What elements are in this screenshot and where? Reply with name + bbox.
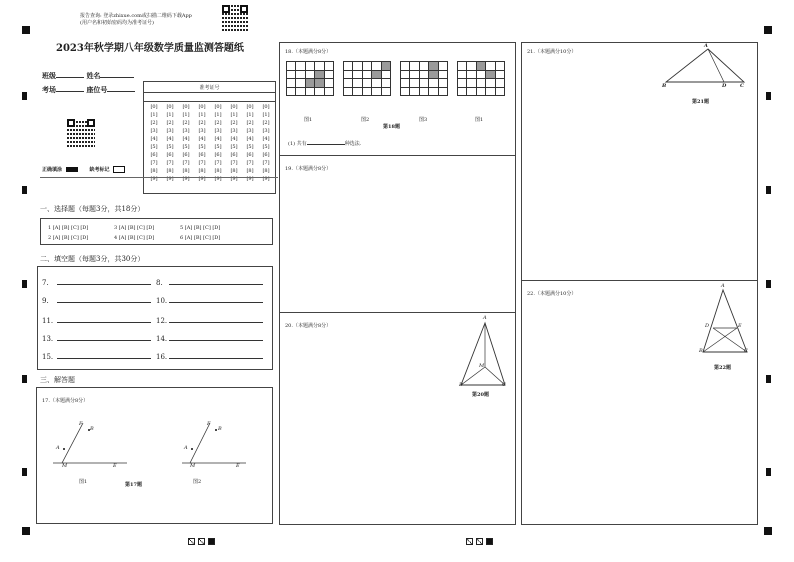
choice-q3[interactable]: 3 [A] [B] [C] [D] (114, 225, 155, 231)
exam-id-column[interactable] (180, 103, 192, 183)
q18-grid-3 (400, 61, 448, 96)
exam-id-bubble[interactable]: [5] (230, 144, 238, 150)
exam-id-bubble[interactable]: [2] (166, 120, 174, 126)
exam-id-column[interactable] (244, 103, 256, 183)
exam-id-bubble[interactable]: [5] (198, 144, 206, 150)
exam-id-bubble[interactable]: [3] (198, 128, 206, 134)
exam-id-column[interactable] (196, 103, 208, 183)
exam-id-bubble[interactable]: [0] (182, 104, 190, 110)
class-label: 班级 (42, 71, 56, 80)
exam-id-bubble[interactable]: [6] (198, 152, 206, 158)
room-field[interactable] (42, 85, 135, 95)
side-mark (766, 468, 771, 476)
exam-id-bubble[interactable]: [5] (214, 144, 222, 150)
exam-id-bubble[interactable]: [7] (262, 160, 270, 166)
exam-id-bubble[interactable]: [8] (230, 168, 238, 174)
exam-id-bubble[interactable]: [4] (214, 136, 222, 142)
exam-id-bubble[interactable]: [7] (198, 160, 206, 166)
exam-id-bubble[interactable]: [4] (246, 136, 254, 142)
exam-id-bubble[interactable]: [6] (230, 152, 238, 158)
exam-id-bubble[interactable]: [6] (214, 152, 222, 158)
class-field[interactable] (42, 71, 134, 81)
absent-mark-box[interactable] (113, 166, 125, 173)
q18-answer-box[interactable] (279, 42, 516, 156)
q17-caption: 第17题 (125, 482, 142, 488)
exam-id-bubble[interactable]: [7] (246, 160, 254, 166)
q22-label-E: E (738, 323, 742, 329)
side-mark (766, 92, 771, 100)
q22-label-D: D (705, 323, 710, 329)
q18-fig1-label: 图1 (304, 117, 313, 123)
exam-id-column[interactable] (228, 103, 240, 183)
exam-id-bubble[interactable]: [6] (262, 152, 270, 158)
choice-q1[interactable]: 1 [A] [B] [C] [D] (48, 225, 89, 231)
q20-label-A: A (483, 315, 487, 321)
side-mark (22, 92, 27, 100)
exam-id-bubble[interactable]: [2] (198, 120, 206, 126)
exam-id-bubble[interactable]: [8] (246, 168, 254, 174)
q20-caption: 第20题 (472, 392, 489, 398)
blank-14[interactable]: 14. (156, 335, 263, 343)
q21-label-A: A (704, 43, 708, 49)
legend-absent-label: 缺考标记 (89, 167, 110, 173)
q20-label-C: C (502, 382, 506, 388)
exam-id-bubble[interactable]: [2] (150, 120, 158, 126)
exam-id-bubble[interactable]: [9] (246, 176, 254, 182)
q21-header: 21.（本题满分10分） (527, 49, 577, 55)
exam-id-bubble[interactable]: [7] (150, 160, 158, 166)
choice-box (40, 218, 273, 245)
section3-heading: 三、解答题 (40, 376, 75, 384)
side-mark (22, 468, 27, 476)
q17-f1-label-A: A (56, 445, 60, 451)
exam-id-bubble[interactable]: [8] (182, 168, 190, 174)
exam-id-bubble[interactable]: [0] (214, 104, 222, 110)
exam-id-title: 准考证号 (199, 85, 220, 91)
exam-id-column[interactable] (212, 103, 224, 183)
exam-id-bubble[interactable]: [5] (150, 144, 158, 150)
exam-id-bubble[interactable]: [3] (182, 128, 190, 134)
exam-id-bubble[interactable]: [4] (150, 136, 158, 142)
exam-id-bubble[interactable]: [8] (262, 168, 270, 174)
exam-id-bubble[interactable]: [0] (150, 104, 158, 110)
q20-answer-box[interactable] (279, 312, 516, 525)
exam-id-bubble[interactable]: [1] (262, 112, 270, 118)
exam-id-bubble[interactable]: [4] (198, 136, 206, 142)
exam-id-bubble[interactable]: [8] (166, 168, 174, 174)
exam-id-bubble[interactable]: [3] (262, 128, 270, 134)
q21-label-B: B (662, 83, 667, 89)
exam-id-bubble[interactable]: [6] (166, 152, 174, 158)
notice-line-2: (用户名和初始密码均为准考证号) (80, 20, 154, 26)
q18-fig3-label: 图3 (419, 117, 428, 123)
q22-answer-box[interactable] (521, 280, 758, 525)
q20-triangle-figure (455, 319, 515, 389)
exam-id-bubble[interactable]: [1] (214, 112, 222, 118)
blank-8[interactable]: 8. (156, 279, 263, 287)
side-mark (22, 375, 27, 383)
q18-caption: 第18题 (383, 124, 400, 130)
side-mark (22, 280, 27, 288)
exam-id-bubble[interactable]: [7] (166, 160, 174, 166)
seat-label: 座位号 (86, 85, 108, 94)
q22-label-B: B (699, 348, 703, 354)
q22-header: 22.（本题满分10分） (527, 291, 577, 297)
side-mark (766, 186, 771, 194)
q21-label-C: C (740, 83, 744, 89)
q22-triangle-figure (697, 286, 757, 356)
section2-heading: 二、填空题（每题3分，共30分） (40, 255, 145, 263)
exam-id-bubble[interactable]: [5] (182, 144, 190, 150)
exam-id-bubble[interactable]: [0] (246, 104, 254, 110)
blank-16[interactable]: 16. (156, 353, 263, 361)
exam-id-bubble[interactable]: [6] (150, 152, 158, 158)
q17-f1-label-B: B (90, 426, 94, 432)
fill-legend (42, 166, 125, 173)
q17-figure-2 (174, 413, 274, 473)
exam-id-bubble[interactable]: [6] (182, 152, 190, 158)
exam-id-bubble[interactable]: [9] (230, 176, 238, 182)
q19-answer-box[interactable] (279, 155, 516, 313)
blank-7[interactable]: 7. (42, 279, 151, 287)
exam-id-bubble[interactable]: [1] (150, 112, 158, 118)
registration-mark (764, 527, 772, 535)
blank-10[interactable]: 10. (156, 297, 263, 305)
q17-f2-label-F: F (207, 421, 211, 427)
blank-11[interactable]: 11. (42, 317, 151, 325)
q20-label-M: M (479, 363, 485, 369)
page-marker-right (466, 531, 496, 550)
q21-answer-box[interactable] (521, 42, 758, 281)
fill-blank-box (37, 266, 273, 370)
exam-id-bubble[interactable]: [2] (262, 120, 270, 126)
exam-id-bubble[interactable]: [8] (214, 168, 222, 174)
q17-answer-box[interactable] (36, 387, 273, 524)
registration-mark (22, 26, 30, 34)
exam-id-bubble[interactable]: [7] (182, 160, 190, 166)
exam-id-bubble[interactable]: [5] (262, 144, 270, 150)
exam-id-bubble[interactable]: [0] (262, 104, 270, 110)
choice-q5[interactable]: 5 [A] [B] [C] [D] (180, 225, 221, 231)
exam-id-bubble[interactable]: [3] (150, 128, 158, 134)
exam-id-bubble[interactable]: [9] (198, 176, 206, 182)
exam-id-bubble[interactable]: [1] (182, 112, 190, 118)
q17-f2-label-M: M (190, 463, 196, 469)
section1-heading: 一、选择题（每题3分，共18分） (40, 205, 145, 213)
q20-header: 20.（本题满分8分） (285, 323, 332, 329)
q18-fig4-label: 图1 (475, 117, 484, 123)
exam-id-column[interactable] (164, 103, 176, 183)
q22-label-A: A (721, 283, 725, 289)
q17-f2-label-A: A (184, 445, 188, 451)
student-qr-icon (67, 119, 95, 147)
exam-id-bubble[interactable]: [4] (230, 136, 238, 142)
correct-fill-swatch (66, 167, 78, 172)
q18-grid-4 (457, 61, 505, 96)
q19-header: 19.（本题满分8分） (285, 166, 332, 172)
side-mark (22, 186, 27, 194)
q17-figure-1 (45, 413, 145, 473)
page-marker-left (188, 531, 218, 550)
registration-mark (22, 527, 30, 535)
qr-code-icon (222, 5, 248, 31)
exam-id-bubble[interactable]: [1] (166, 112, 174, 118)
exam-id-bubble[interactable]: [9] (166, 176, 174, 182)
choice-q4[interactable]: 4 [A] [B] [C] [D] (114, 235, 155, 241)
exam-id-bubble[interactable]: [1] (230, 112, 238, 118)
exam-id-bubble[interactable]: [7] (230, 160, 238, 166)
exam-id-bubble[interactable]: [2] (214, 120, 222, 126)
exam-id-column[interactable] (148, 103, 160, 183)
q17-f1-label-F: F (79, 421, 83, 427)
side-mark (766, 375, 771, 383)
registration-mark (764, 26, 772, 34)
exam-id-bubble[interactable]: [2] (246, 120, 254, 126)
room-label: 考场 (42, 85, 56, 94)
exam-id-bubble[interactable]: [4] (182, 136, 190, 142)
q18-grid-1 (286, 61, 334, 96)
exam-id-bubble[interactable]: [1] (198, 112, 206, 118)
exam-id-bubble[interactable]: [4] (166, 136, 174, 142)
exam-id-bubble[interactable]: [2] (182, 120, 190, 126)
exam-id-bubble[interactable]: [3] (246, 128, 254, 134)
exam-id-bubble[interactable]: [3] (230, 128, 238, 134)
q17-f2-label-E: E (236, 463, 240, 469)
q17-fig2-label: 图2 (193, 479, 202, 485)
q17-f1-label-E: E (113, 463, 117, 469)
q18-grid-2 (343, 61, 391, 96)
exam-id-bubble[interactable]: [9] (262, 176, 270, 182)
q17-fig1-label: 图1 (79, 479, 88, 485)
exam-id-bubble[interactable]: [9] (182, 176, 190, 182)
blank-12[interactable]: 12. (156, 317, 263, 325)
exam-id-bubble[interactable]: [0] (166, 104, 174, 110)
exam-id-bubble[interactable]: [0] (230, 104, 238, 110)
exam-id-bubble[interactable]: [5] (166, 144, 174, 150)
exam-id-bubble[interactable]: [9] (150, 176, 158, 182)
blank-13[interactable]: 13. (42, 335, 151, 343)
q21-caption: 第21题 (692, 99, 709, 105)
blank-9[interactable]: 9. (42, 297, 151, 305)
exam-id-bubble[interactable]: [7] (214, 160, 222, 166)
q22-caption: 第22题 (714, 365, 731, 371)
side-mark (766, 280, 771, 288)
exam-id-bubble[interactable]: [1] (246, 112, 254, 118)
q17-header: 17.（本题满分8分） (42, 398, 89, 404)
q21-triangle-figure (660, 45, 750, 87)
exam-id-bubble[interactable]: [6] (246, 152, 254, 158)
exam-id-bubble[interactable]: [5] (246, 144, 254, 150)
q18-blank[interactable]: (1) 共有 种选法. (288, 141, 362, 147)
exam-id-column[interactable] (260, 103, 272, 183)
q21-label-D: D (722, 83, 727, 89)
q18-fig2-label: 图2 (361, 117, 370, 123)
exam-id-bubble[interactable]: [4] (262, 136, 270, 142)
exam-id-bubble[interactable]: [2] (230, 120, 238, 126)
blank-15[interactable]: 15. (42, 353, 151, 361)
q20-label-B: B (459, 382, 463, 388)
exam-id-bubble[interactable]: [3] (166, 128, 174, 134)
choice-q2[interactable]: 2 [A] [B] [C] [D] (48, 235, 89, 241)
q17-f2-label-B: B (218, 426, 222, 432)
choice-q6[interactable]: 6 [A] [B] [C] [D] (180, 235, 221, 241)
name-label: 姓名 (86, 71, 101, 80)
exam-id-bubble[interactable]: [9] (214, 176, 222, 182)
q17-f1-label-M: M (62, 463, 68, 469)
page-title: 2023年秋学期八年级数学质量监测答题纸 (56, 43, 244, 54)
exam-id-bubble[interactable]: [8] (150, 168, 158, 174)
legend-correct-label: 正确填涂 (42, 167, 63, 173)
notice-line-1: 报告查询: 登录zhixue.com或扫描二维码下载App (80, 13, 192, 19)
exam-id-bubble[interactable]: [3] (214, 128, 222, 134)
q18-header: 18.（本题满分8分） (285, 49, 332, 55)
q22-label-C: C (744, 348, 748, 354)
exam-id-bubble[interactable]: [0] (198, 104, 206, 110)
exam-id-bubble[interactable]: [8] (198, 168, 206, 174)
